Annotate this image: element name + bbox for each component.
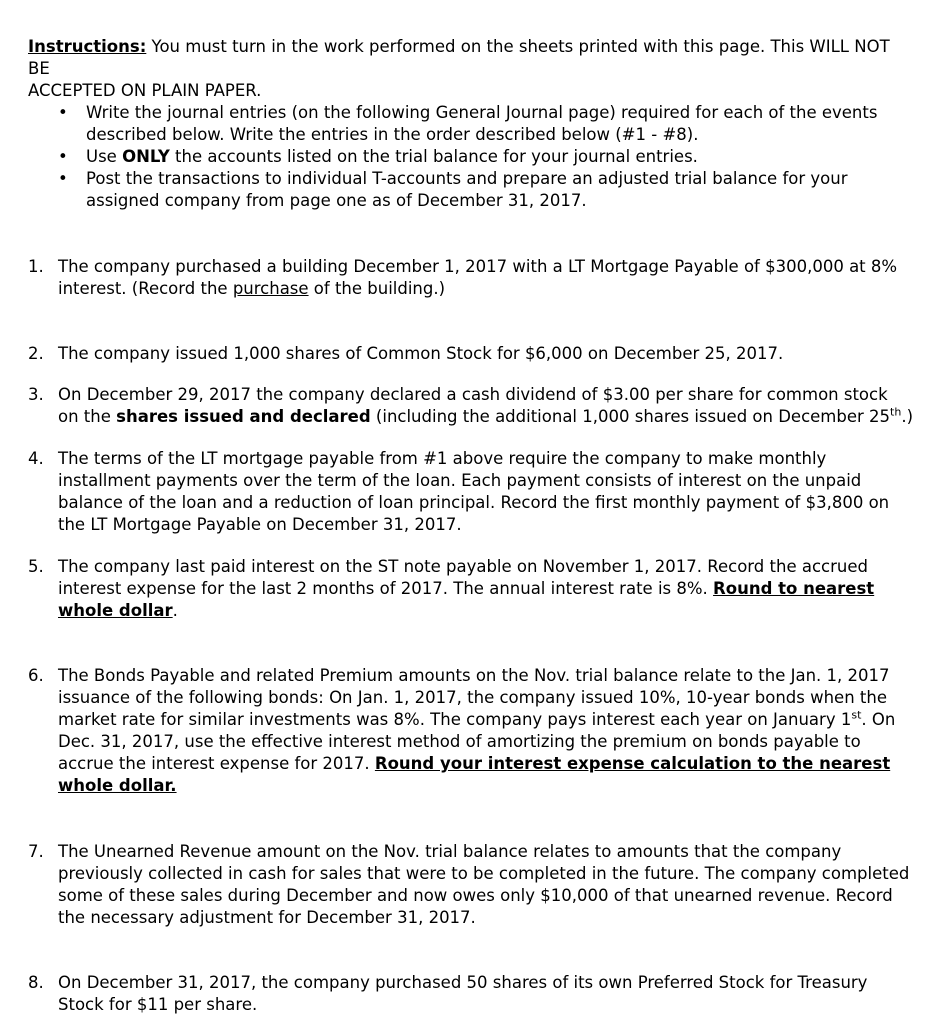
task-text-underlined: purchase: [232, 279, 309, 298]
bullet-text-pre: Use: [86, 147, 123, 166]
task-text: On December 31, 2017, the company purchased 50 shares of its own Preferred Stock for Treasury Stock for $11 per share.: [58, 973, 868, 1014]
task-number: 7.: [28, 842, 44, 861]
task-text-post: (including the additional 1,000 shares issued on December 25: [370, 407, 891, 426]
instructions-page: [28, 36, 913, 1016]
task-item-7: [28, 841, 913, 929]
task-text: The terms of the LT mortgage payable from #1 above require the company to make monthly installment payments over the term of the loan. Each payment consists of interest on the unpaid balance of the loan and a reduction of loan principal. Record the first monthly payment of $3,800 on the LT Mortgage Payable on December 31, 2017.: [58, 449, 890, 534]
task-text: The company last paid interest on the ST note payable on November 1, 2017. Record the accrued interest expense for the last 2 months of 2017. The annual interest rate is 8%.: [58, 557, 868, 598]
task-text-bold: shares issued and declared: [116, 407, 371, 426]
task-text: The Bonds Payable and related Premium amounts on the Nov. trial balance relate to the Jan. 1, 2017 issuance of the following bonds: On Jan. 1, 2017, the company issued 10%, 10-year bonds when the market rate for similar investments was 8%. The company pays interest each year on January 1: [58, 666, 890, 729]
instructions-text-line2: ACCEPTED ON PLAIN PAPER.: [28, 81, 262, 100]
bullet-text: Write the journal entries (on the following General Journal page) required for each of the events described below. Write the entries in the order described below (#1 - #8).: [86, 103, 878, 144]
task-text-bold-underlined: Round to nearest whole dollar: [58, 579, 875, 620]
task-text: The company purchased a building December 1, 2017 with a LT Mortgage Payable of $300,000 at 8% interest. (Record the: [58, 257, 898, 298]
task-text: On December 29, 2017 the company declared a cash dividend of $3.00 per share for common stock on the: [58, 385, 888, 426]
bullet-text-emphasis: ONLY: [122, 147, 170, 166]
task-text-bold-underlined: Round your interest expense calculation to the nearest whole dollar.: [58, 754, 891, 795]
task-text-end: .): [901, 407, 914, 426]
task-text-mid: . On Dec. 31, 2017, use the effective interest method of amortizing the premium on bonds payable to accrue the interest expense for 2017.: [58, 710, 896, 773]
task-number: 2.: [28, 344, 44, 363]
task-text: The company issued 1,000 shares of Common Stock for $6,000 on December 25, 2017.: [58, 344, 784, 363]
task-text-post: .: [172, 601, 178, 620]
instructions-heading: [28, 36, 913, 80]
task-item-3: [28, 384, 913, 428]
task-list: [28, 256, 913, 1016]
task-item-5: [28, 556, 913, 622]
task-number: 8.: [28, 973, 44, 992]
task-number: 4.: [28, 449, 44, 468]
task-text-superscript: st: [851, 708, 862, 722]
bullet-text: Post the transactions to individual T-accounts and prepare an adjusted trial balance for your assigned company from page one as of December 31, 2017.: [86, 169, 848, 210]
task-number: 6.: [28, 666, 44, 685]
task-item-1: [28, 256, 913, 300]
task-item-2: [28, 343, 913, 365]
task-number: 1.: [28, 257, 44, 276]
instructions-label: Instructions:: [28, 37, 147, 56]
task-number: 5.: [28, 557, 44, 576]
instructions-bullet-list: [28, 102, 913, 212]
bullet-text-post: the accounts listed on the trial balance for your journal entries.: [169, 147, 698, 166]
task-text-post: of the building.): [308, 279, 446, 298]
task-number: 3.: [28, 385, 44, 404]
bullet-item: [28, 102, 913, 146]
bullet-item: [28, 146, 913, 168]
task-item-8: [28, 972, 913, 1016]
task-text: The Unearned Revenue amount on the Nov. trial balance relates to amounts that the company previously collected in cash for sales that were to be completed in the future. The company completed some of these sales during December and now owes only $10,000 of that unearned revenue. Record the necessary adjustment for December 31, 2017.: [58, 842, 910, 927]
instructions-text: You must turn in the work performed on the sheets printed with this page. This WILL NOT BE: [28, 37, 890, 78]
task-text-superscript: th: [890, 405, 902, 419]
bullet-item: [28, 168, 913, 212]
task-item-6: [28, 665, 913, 797]
task-item-4: [28, 448, 913, 536]
